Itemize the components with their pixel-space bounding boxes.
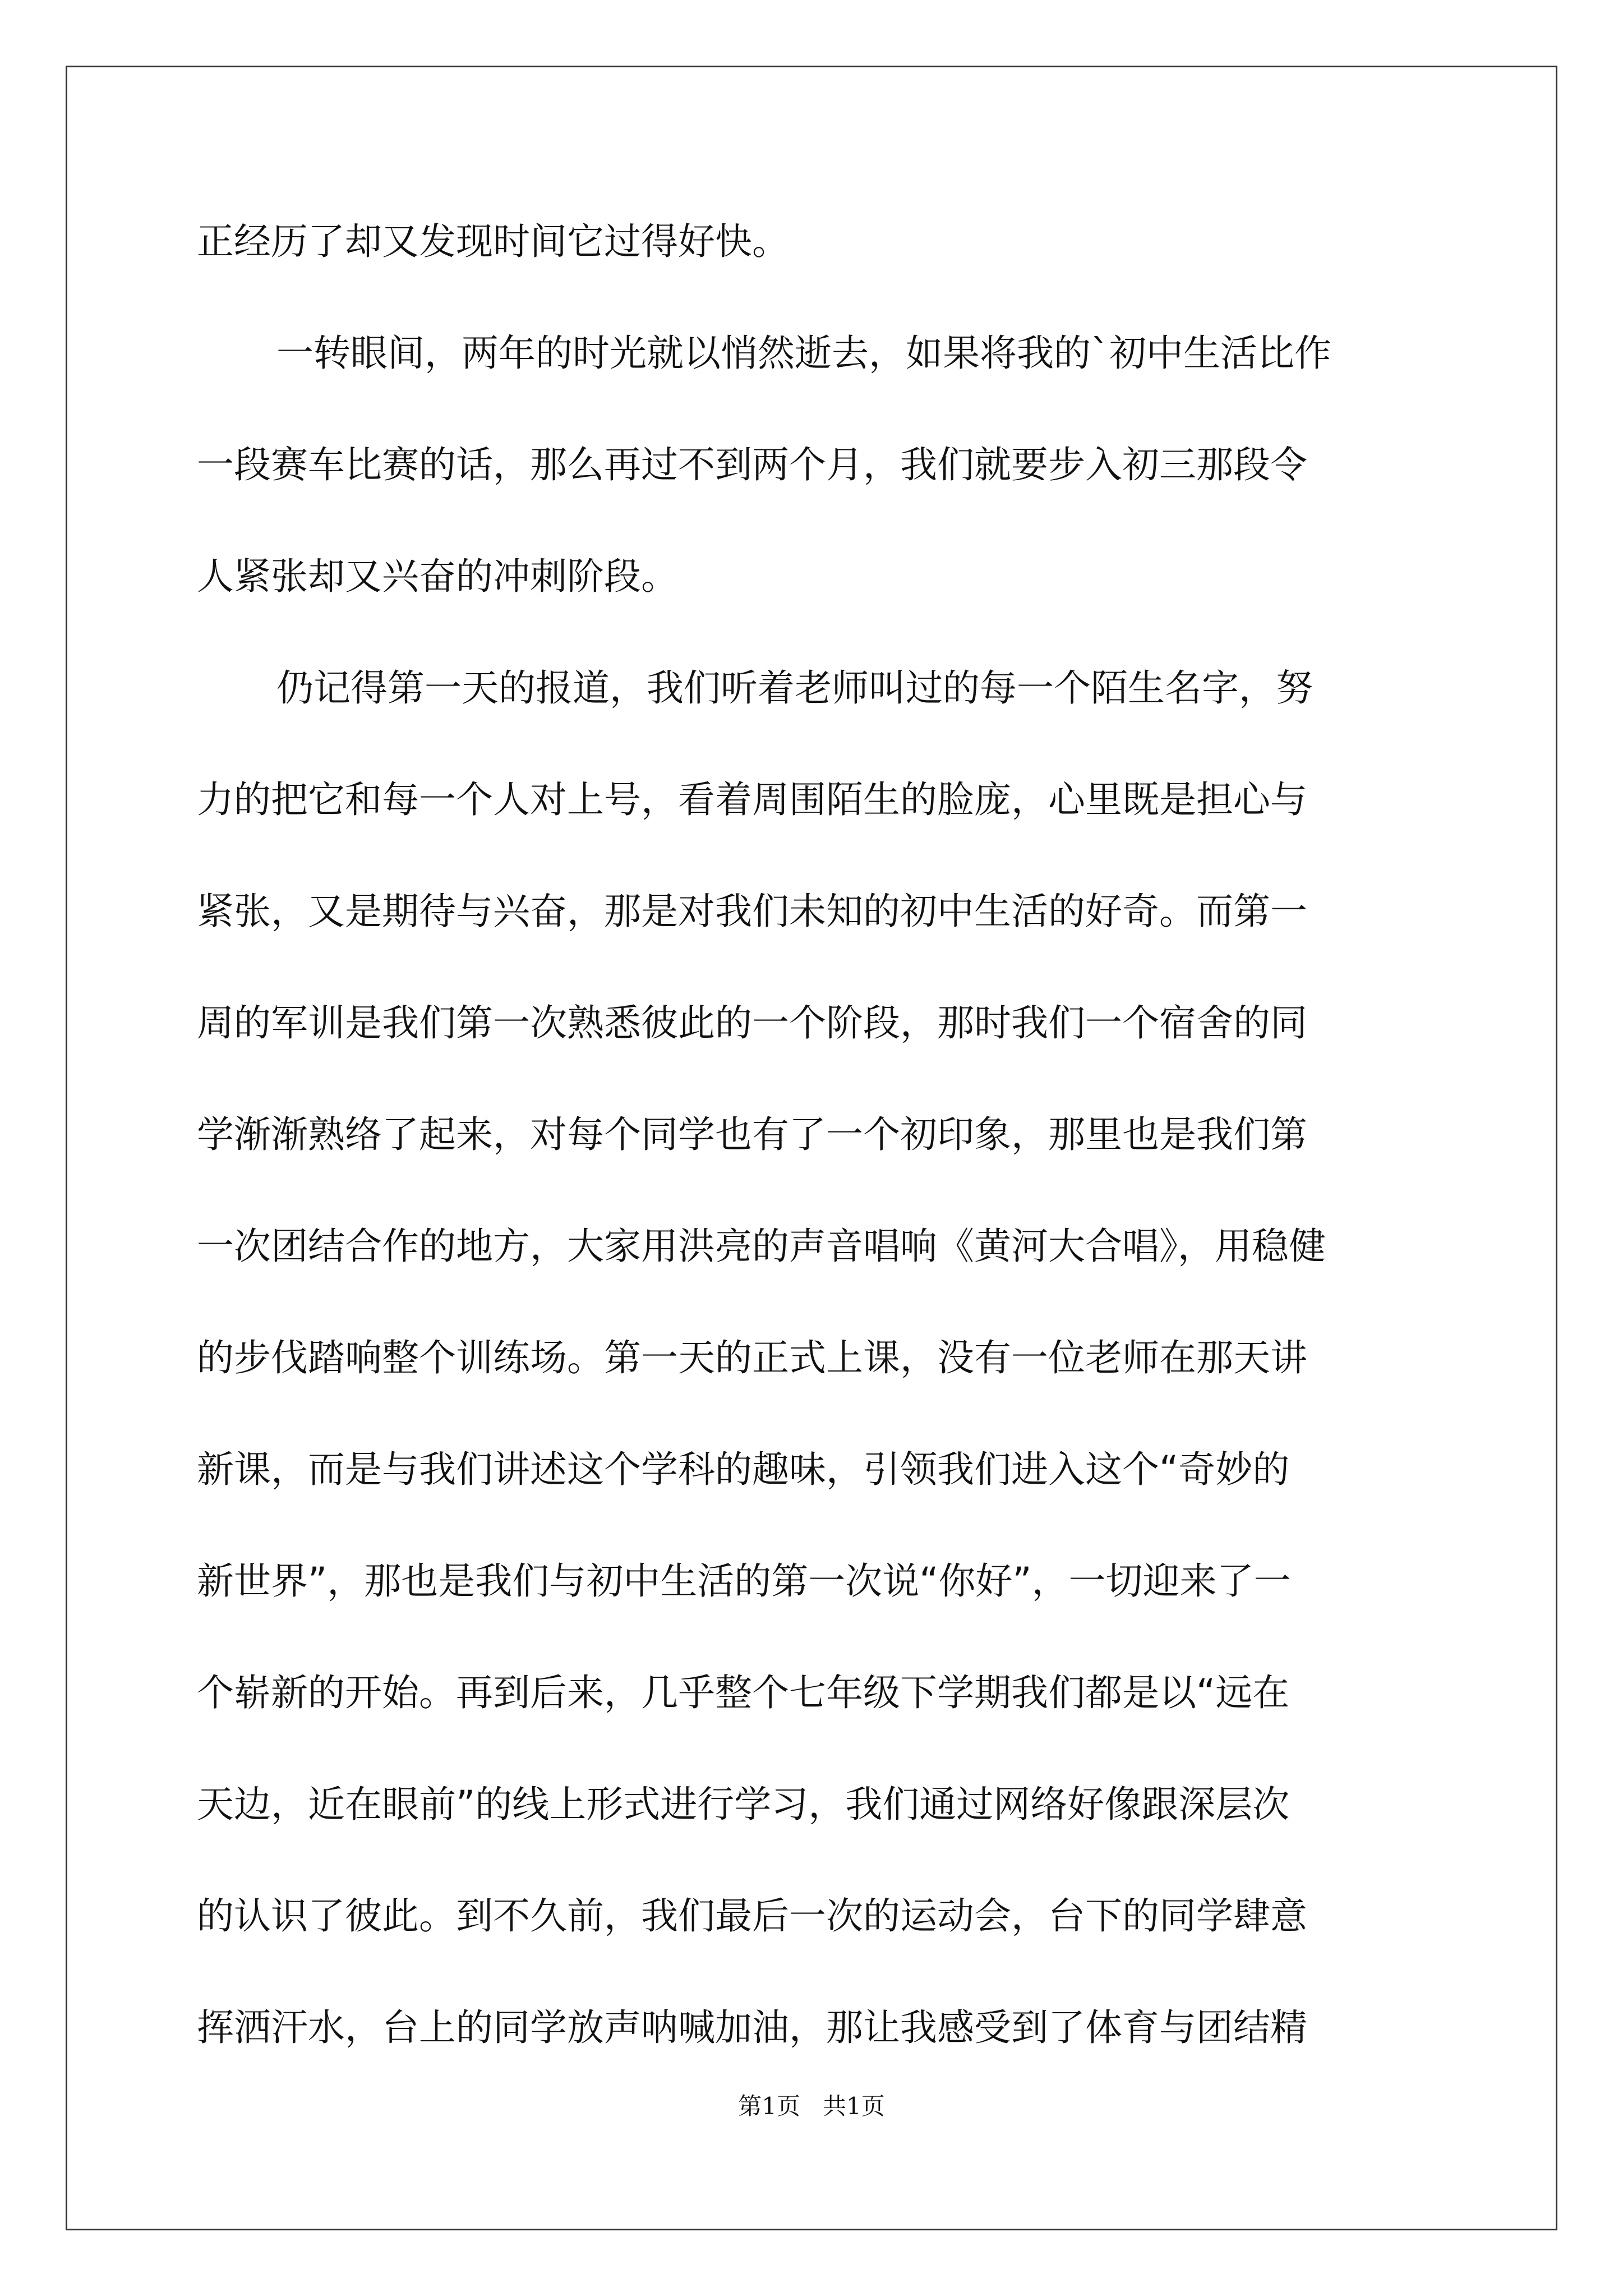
text-line-2: 一转眼间，两年的时光就以悄然逝去，如果将我的`初中生活比作	[276, 332, 1331, 375]
text-line-15: 天边，近在眼前”的线上形式进行学习，我们通过网络好像跟深层次	[197, 1783, 1290, 1826]
text-line-4: 人紧张却又兴奋的冲刺阶段。	[197, 555, 678, 598]
text-line-6: 力的把它和每一个人对上号，看着周围陌生的脸庞，心里既是担心与	[197, 778, 1307, 821]
text-line-11: 的步伐踏响整个训练场。第一天的正式上课，没有一位老师在那天讲	[197, 1336, 1307, 1379]
text-line-5: 仍记得第一天的报道，我们听着老师叫过的每一个陌生名字，努	[276, 666, 1313, 710]
text-line-16: 的认识了彼此。到不久前，我们最后一次的运动会，台下的同学肆意	[197, 1894, 1307, 1938]
text-line-7: 紧张，又是期待与兴奋，那是对我们未知的初中生活的好奇。而第一	[197, 890, 1307, 933]
text-line-13: 新世界”，那也是我们与初中生活的第一次说“你好”，一切迎来了一	[197, 1559, 1291, 1603]
page-footer: 第1页 共1页	[738, 2092, 885, 2120]
text-line-14: 个崭新的开始。再到后来，几乎整个七年级下学期我们都是以“远在	[197, 1671, 1290, 1714]
text-line-8: 周的军训是我们第一次熟悉彼此的一个阶段，那时我们一个宿舍的同	[197, 1001, 1307, 1045]
text-line-3: 一段赛车比赛的话，那么再过不到两个月，我们就要步入初三那段令	[197, 443, 1307, 486]
text-line-9: 学渐渐熟络了起来，对每个同学也有了一个初印象，那里也是我们第	[197, 1113, 1307, 1156]
text-line-10: 一次团结合作的地方，大家用洪亮的声音唱响《黄河大合唱》，用稳健	[197, 1225, 1326, 1268]
text-line-1: 正经历了却又发现时间它过得好快。	[197, 220, 789, 263]
text-line-17: 挥洒汗水，台上的同学放声呐喊加油，那让我感受到了体育与团结精	[197, 2006, 1307, 2049]
text-line-12: 新课，而是与我们讲述这个学科的趣味，引领我们进入这个“奇妙的	[197, 1448, 1290, 1491]
